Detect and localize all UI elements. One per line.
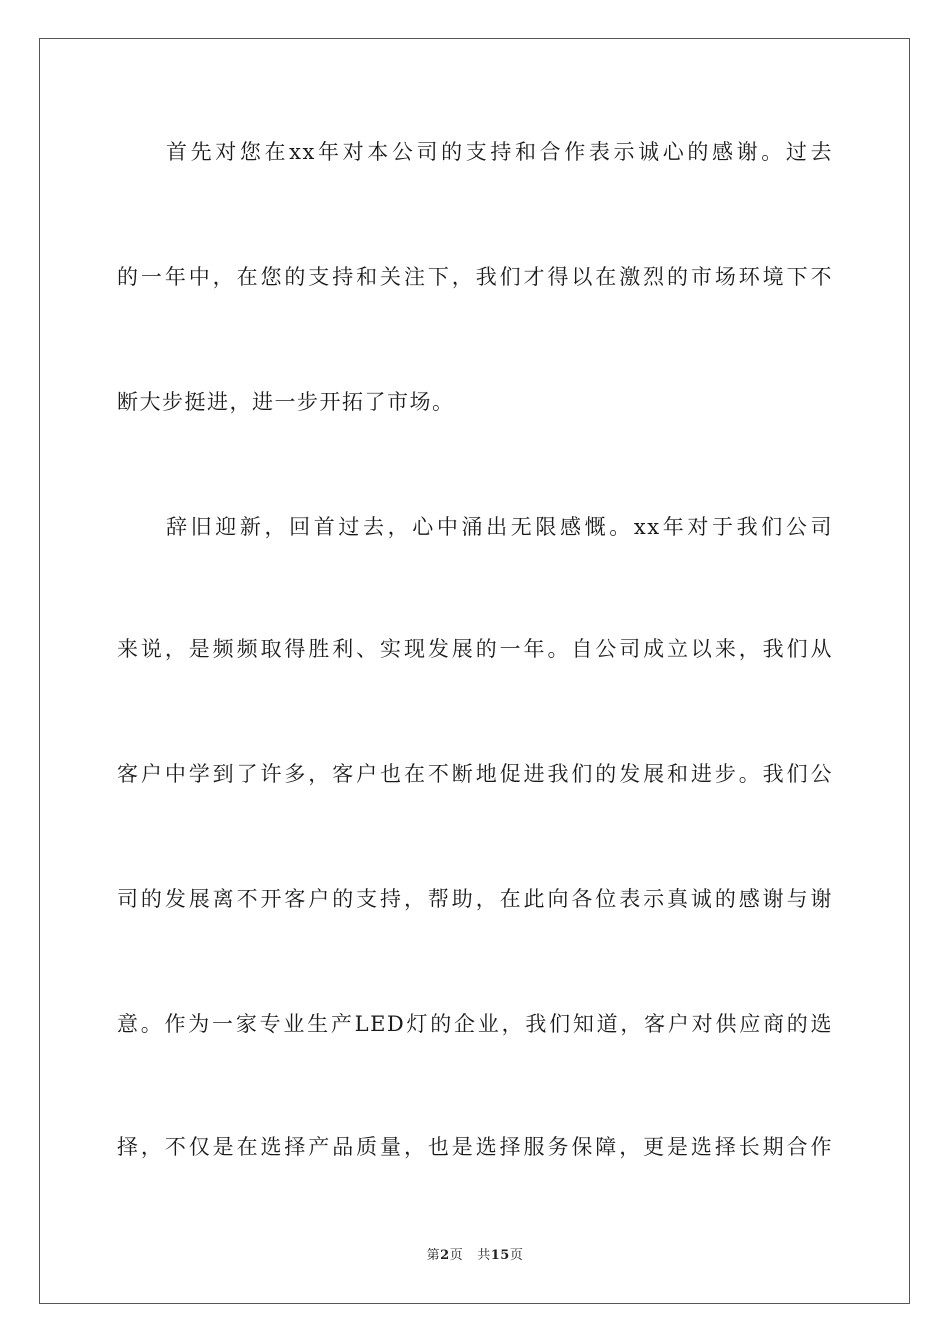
paragraph-2-line-6: 择，不仅是在选择产品质量，也是选择服务保障，更是选择长期合作 bbox=[117, 1135, 833, 1159]
paragraph-2-line-2: 来说，是频频取得胜利、实现发展的一年。自公司成立以来，我们从 bbox=[117, 637, 833, 661]
total-pages: 15 bbox=[490, 1248, 510, 1263]
page-prefix: 第 bbox=[426, 1248, 441, 1263]
paragraph-1-line-3: 断大步挺进，进一步开拓了市场。 bbox=[117, 390, 455, 414]
paragraph-2-line-4: 司的发展离不开客户的支持，帮助，在此向各位表示真诚的感谢与谢 bbox=[117, 887, 833, 911]
page-footer bbox=[0, 1247, 950, 1265]
page-suffix: 页 bbox=[449, 1248, 464, 1263]
paragraph-2-line-5: 意。作为一家专业生产LED灯的企业，我们知道，客户对供应商的选 bbox=[117, 1012, 833, 1036]
paragraph-2-line-3: 客户中学到了许多，客户也在不断地促进我们的发展和进步。我们公 bbox=[117, 762, 833, 786]
total-suffix: 页 bbox=[509, 1248, 524, 1263]
paragraph-2-line-1: 辞旧迎新，回首过去，心中涌出无限感慨。xx年对于我们公司 bbox=[166, 515, 833, 539]
page-border bbox=[39, 38, 910, 1304]
total-prefix: 共 bbox=[477, 1248, 491, 1263]
paragraph-1-line-1: 首先对您在xx年对本公司的支持和合作表示诚心的感谢。过去 bbox=[166, 140, 833, 164]
paragraph-1-line-2: 的一年中，在您的支持和关注下，我们才得以在激烈的市场环境下不 bbox=[117, 265, 833, 289]
page-number: 2 bbox=[440, 1248, 450, 1263]
